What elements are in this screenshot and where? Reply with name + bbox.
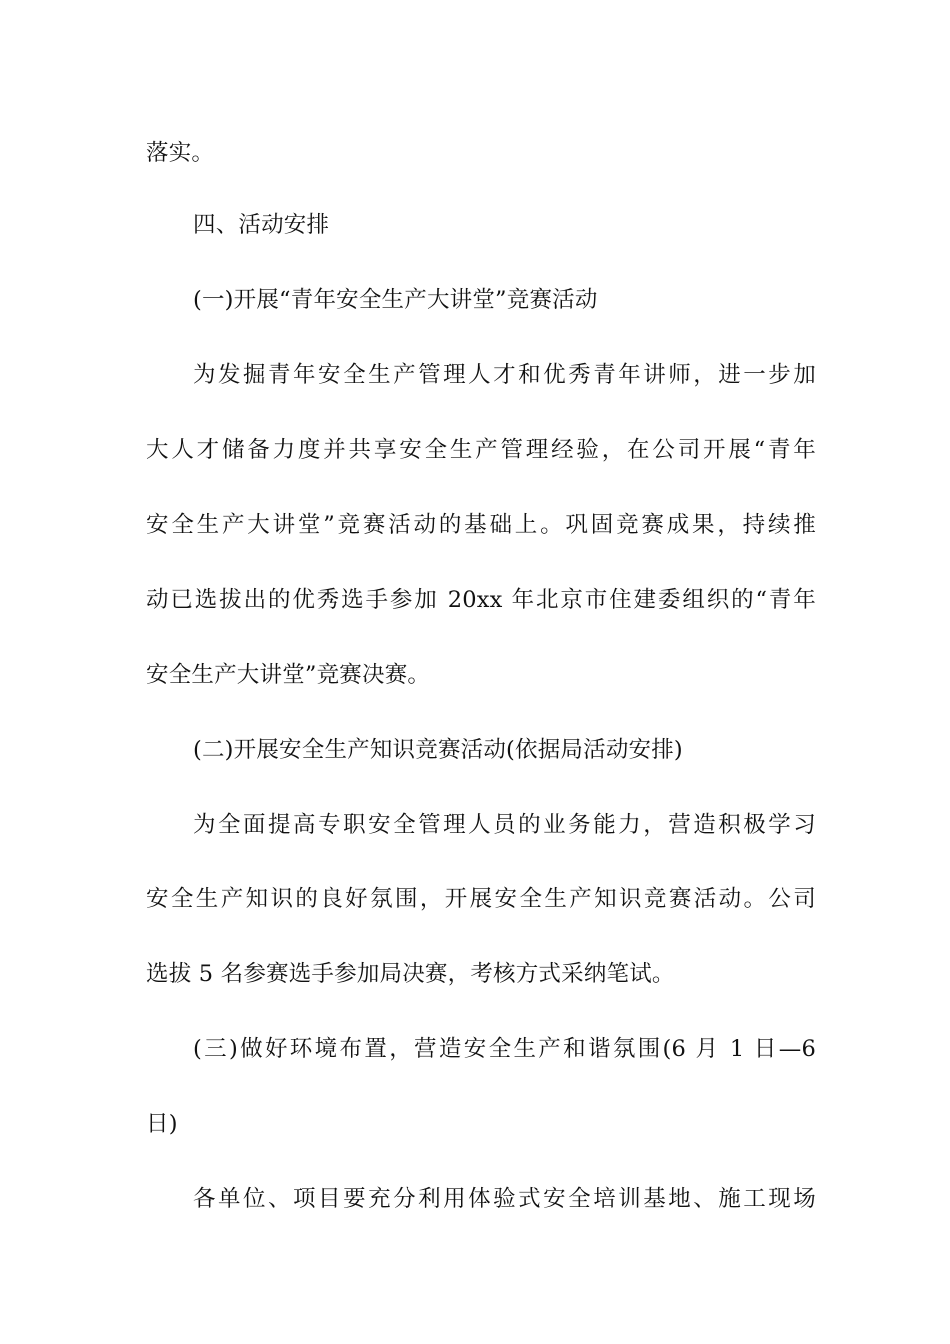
paragraph-line: 安全生产大讲堂”竞赛活动的基础上。巩固竞赛成果，持续推 [146, 512, 816, 538]
subsection-heading: (一)开展“青年安全生产大讲堂”竞赛活动 [193, 287, 598, 313]
subsection-heading: (二)开展安全生产知识竞赛活动(依据局活动安排) [193, 737, 683, 763]
paragraph-line: 各单位、项目要充分利用体验式安全培训基地、施工现场 [193, 1186, 816, 1212]
paragraph-line: 落实。 [146, 140, 215, 166]
paragraph-line: 选拔 5 名参赛选手参加局决赛，考核方式采纳笔试。 [146, 961, 675, 987]
paragraph-line: 动已选拔出的优秀选手参加 20xx 年北京市住建委组织的“青年 [146, 587, 816, 613]
section-heading: 四、活动安排 [193, 212, 330, 238]
paragraph-line: 安全生产知识的良好氛围，开展安全生产知识竞赛活动。公司 [146, 886, 816, 912]
paragraph-line: 大人才储备力度并共享安全生产管理经验，在公司开展“青年 [146, 437, 816, 463]
paragraph-line: 为发掘青年安全生产管理人才和优秀青年讲师，进一步加 [193, 362, 816, 388]
paragraph-line: 为全面提高专职安全管理人员的业务能力，营造积极学习 [193, 812, 816, 838]
paragraph-line: 安全生产大讲堂”竞赛决赛。 [146, 662, 431, 688]
subsection-heading-continued: 日) [146, 1111, 178, 1137]
subsection-heading: (三)做好环境布置，营造安全生产和谐氛围(6 月 1 日—6 [193, 1036, 816, 1062]
